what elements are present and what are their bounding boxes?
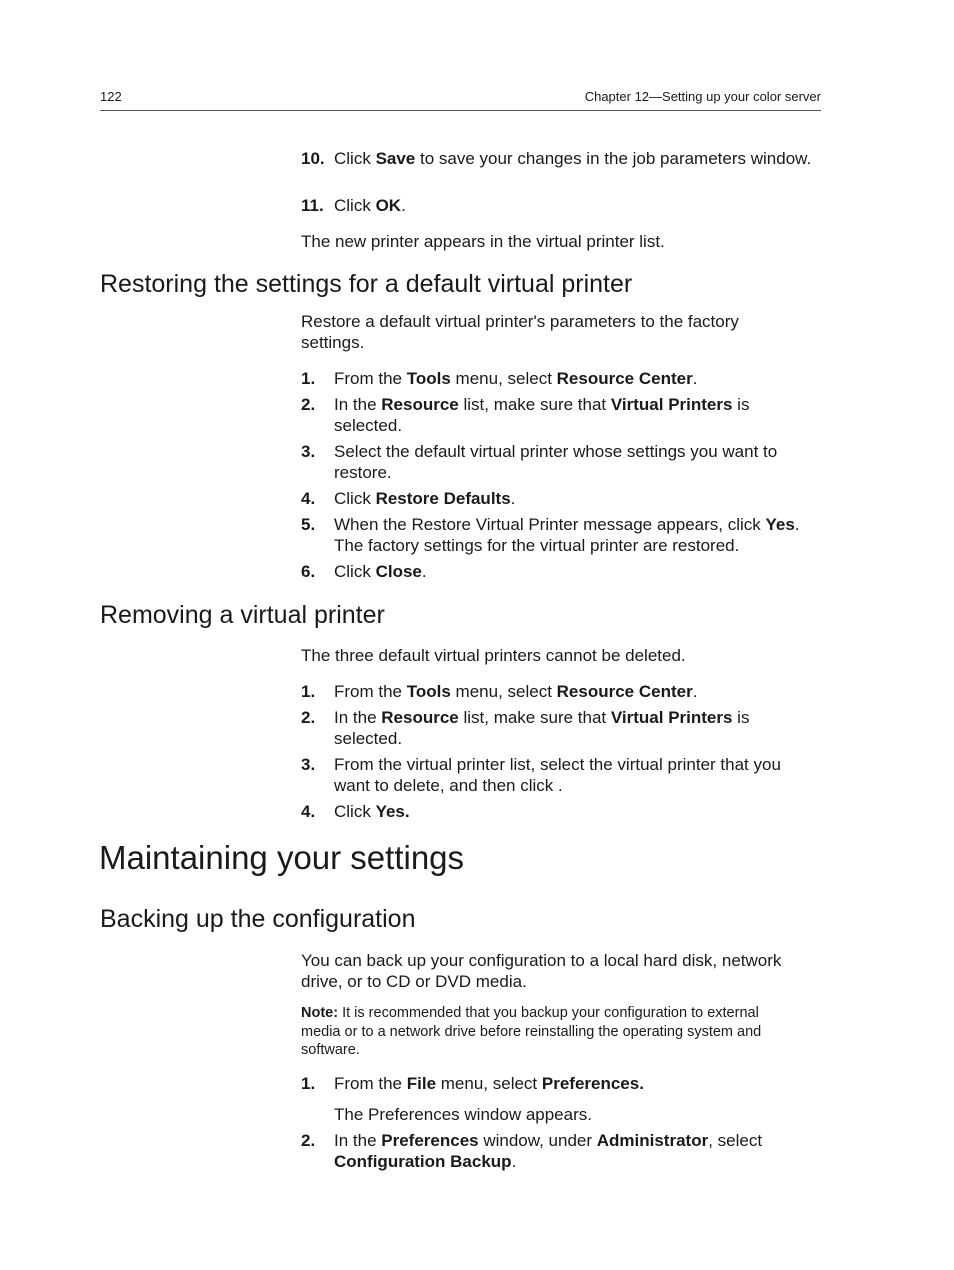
note [301, 1004, 801, 1060]
step-number: 4. [301, 489, 316, 508]
step-text [334, 441, 821, 483]
chapter-title: Chapter 12—Setting up your color server [584, 89, 821, 104]
step-text [334, 148, 821, 169]
step-text [334, 754, 821, 796]
step-emphasis: Save [375, 149, 416, 168]
chapter-section-title: Maintaining your settings [99, 839, 465, 876]
step-text-run: From the [334, 1074, 407, 1093]
step-item [301, 1073, 821, 1094]
step-item [301, 707, 821, 749]
step-item [301, 754, 821, 796]
step-item [301, 368, 821, 389]
step-text-run: is selected. [334, 708, 750, 748]
step-number: 6. [301, 562, 316, 581]
page-header [100, 88, 821, 111]
step-emphasis: Preferences. [541, 1074, 644, 1093]
step-text-run: to save your changes in the job parameters window. [415, 149, 812, 168]
step-number: 3. [301, 755, 316, 774]
step-text-run: . [692, 369, 698, 388]
step-item [301, 1130, 821, 1172]
step-emphasis: Administrator [596, 1131, 709, 1150]
step-text-run: . [511, 1152, 517, 1171]
step-text-run: From the [334, 369, 407, 388]
step-emphasis: Tools [406, 682, 451, 701]
note-label: Note: [301, 1005, 339, 1021]
step-item [301, 561, 821, 582]
step-emphasis: Resource Center [556, 369, 693, 388]
section-heading-backup: Backing up the configuration [100, 905, 416, 933]
step-text-run: . The factory settings for the virtual printer are restored. [334, 515, 800, 555]
step-text [334, 801, 821, 822]
step-text [334, 1130, 821, 1172]
step-emphasis: Configuration Backup [334, 1152, 512, 1171]
step-item [301, 801, 821, 822]
step-emphasis: Resource Center [556, 682, 693, 701]
step-item [301, 681, 821, 702]
step-number: 1. [301, 682, 316, 701]
step-number: 4. [301, 802, 316, 821]
step-text-run: list, make sure that [458, 708, 611, 727]
step-emphasis: OK [375, 196, 402, 215]
step-number: 2. [301, 708, 316, 727]
step-text-run: From the virtual printer list, select the virtual printer that you want to delete, and then click . [334, 755, 781, 795]
step-text [334, 488, 821, 509]
step-item [301, 441, 821, 483]
step-text-run: menu, select [436, 1074, 542, 1093]
step-number: 1. [301, 369, 316, 388]
step-text-run: menu, select [450, 369, 557, 388]
step-text-run: list, make sure that [458, 395, 611, 414]
step-text [334, 368, 821, 389]
step-text-run: When the Restore Virtual Printer message appears, click [334, 515, 766, 534]
step-emphasis: Restore Defaults [375, 489, 511, 508]
step-number: 10. [301, 149, 325, 168]
step-result: The Preferences window appears. [334, 1105, 592, 1124]
section-intro: Restore a default virtual printer's parameters to the factory settings. [301, 312, 739, 352]
step-text-run: Click [334, 149, 376, 168]
step-text-run: In the [334, 708, 382, 727]
section-heading-restore: Restoring the settings for a default virtual printer [100, 270, 633, 298]
step-emphasis: Resource [381, 395, 459, 414]
step-text-run: window, under [478, 1131, 597, 1150]
step-text-run: . [692, 682, 698, 701]
step-item [301, 514, 821, 556]
step-text-run: In the [334, 1131, 382, 1150]
step-emphasis: Virtual Printers [610, 395, 733, 414]
step-text-run: . [510, 489, 516, 508]
step-emphasis: Virtual Printers [610, 708, 733, 727]
step-emphasis: File [406, 1074, 437, 1093]
step-number: 2. [301, 1131, 316, 1150]
step-number: 3. [301, 442, 316, 461]
step-text-run: Click [334, 802, 376, 821]
step-text-run: In the [334, 395, 382, 414]
step-number: 1. [301, 1074, 316, 1093]
note-text: It is recommended that you backup your configuration to external media or to a network drive before reinstalling the operating system and software. [301, 1005, 762, 1058]
step-text-run: menu, select [450, 682, 557, 701]
step-item [301, 394, 821, 436]
step-number: 11. [301, 196, 324, 215]
step-text-run: . [401, 196, 406, 215]
step-text-run: is selected. [334, 395, 750, 435]
step-text-run: Click [334, 196, 376, 215]
step-text [334, 195, 821, 216]
step-text [334, 681, 821, 702]
section-intro: You can back up your configuration to a local hard disk, network drive, or to CD or DVD media. [301, 951, 782, 991]
step-text [334, 514, 821, 556]
step-text [334, 561, 821, 582]
step-emphasis: Yes. [375, 802, 410, 821]
step-text [334, 394, 821, 436]
step-number: 2. [301, 395, 316, 414]
step-item [301, 488, 821, 509]
step-text [334, 707, 821, 749]
step-number: 5. [301, 515, 316, 534]
step-text-run: Click [334, 489, 376, 508]
page-number: 122 [100, 89, 122, 104]
step-text-run: From the [334, 682, 407, 701]
step-emphasis: Tools [406, 369, 451, 388]
step-item [301, 148, 821, 169]
step-text-run: . [421, 562, 427, 581]
step-emphasis: Close [375, 562, 422, 581]
step-text-run: Select the default virtual printer whose settings you want to restore. [334, 442, 778, 482]
step-text-run: , select [708, 1131, 763, 1150]
step-text-run: Click [334, 562, 376, 581]
step-emphasis: Yes [765, 515, 795, 534]
step-text [334, 1073, 821, 1094]
result-text: The new printer appears in the virtual printer list. [301, 232, 665, 251]
section-intro: The three default virtual printers cannot be deleted. [301, 646, 686, 665]
step-emphasis: Preferences [381, 1131, 479, 1150]
step-item [301, 195, 821, 216]
section-heading-remove: Removing a virtual printer [100, 601, 385, 629]
step-emphasis: Resource [381, 708, 459, 727]
